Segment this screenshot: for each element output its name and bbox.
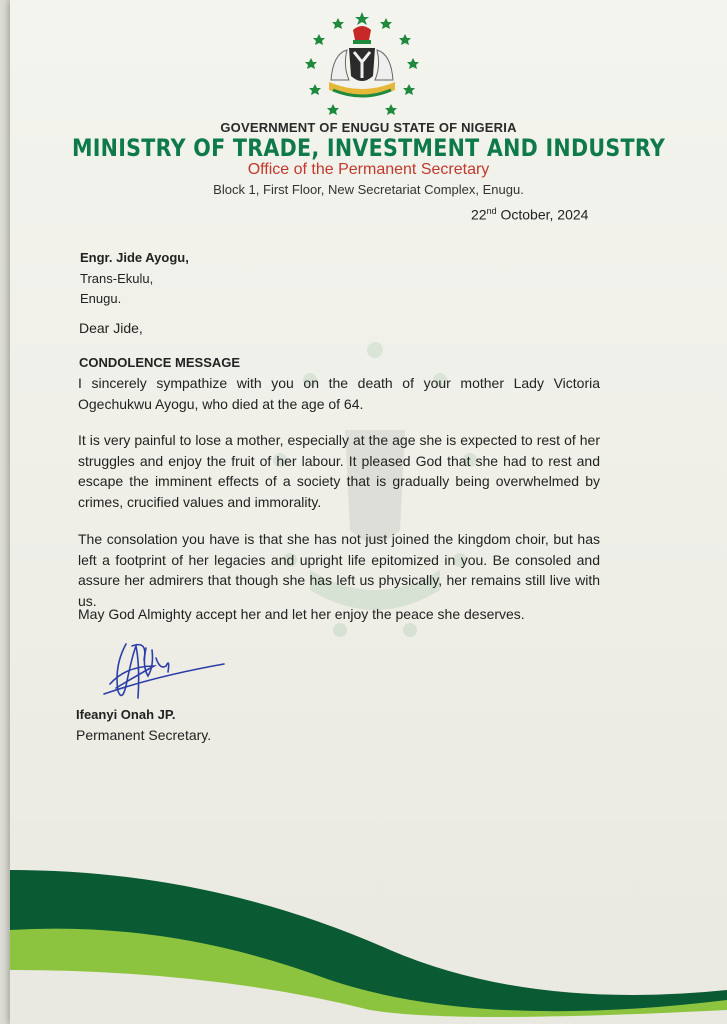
ministry-name: MINISTRY OF TRADE, INVESTMENT AND INDUSTRY [71, 134, 666, 162]
body-paragraph-2: It is very painful to lose a mother, especially at the age she is expected to rest of her struggles and enjoy the fruit of her labour. It pleased God that she had to rest and escape the imminent effects of a society that is gradually being overwhelmed by crimes, crucified values and immorality. [78, 432, 600, 510]
recipient-address-line-2: Enugu. [80, 291, 122, 306]
closing-line: May God Almighty accept her and let her enjoy the peace she deserves. [78, 606, 525, 622]
body-paragraph-1: I sincerely sympathize with you on the death of your mother Lady Victoria Ogechukwu Ayogu, who died at the age of 64. [78, 375, 600, 412]
subject-heading: CONDOLENCE MESSAGE [79, 355, 241, 370]
recipient-name: Engr. Jide Ayogu, [80, 250, 189, 265]
salutation: Dear Jide, [79, 320, 143, 336]
date-day: 22 [471, 206, 487, 223]
coat-of-arms-logo [303, 10, 421, 120]
government-name: GOVERNMENT OF ENUGU STATE OF NIGERIA [220, 120, 517, 135]
letter-page [10, 0, 727, 1024]
letter-date [471, 206, 588, 223]
signer-name: Ifeanyi Onah JP. [76, 707, 176, 722]
recipient-address-line-1: Trans-Ekulu, [80, 271, 154, 286]
signer-title: Permanent Secretary. [76, 727, 212, 743]
footer-wave-decoration [10, 860, 727, 1024]
body-paragraph-3: The consolation you have is that she has not just joined the kingdom choir, but has left a footprint of her legacies and upright life epitomized in you. Be consoled and assure her admirers that though she has left us physically, her remains still live with us. [78, 531, 600, 609]
office-address: Block 1, First Floor, New Secretariat Complex, Enugu. [213, 182, 524, 197]
handwritten-signature [96, 636, 226, 706]
office-name: Office of the Permanent Secretary [247, 161, 490, 178]
date-suffix: nd [486, 206, 497, 216]
date-rest: October, 2024 [496, 206, 589, 223]
